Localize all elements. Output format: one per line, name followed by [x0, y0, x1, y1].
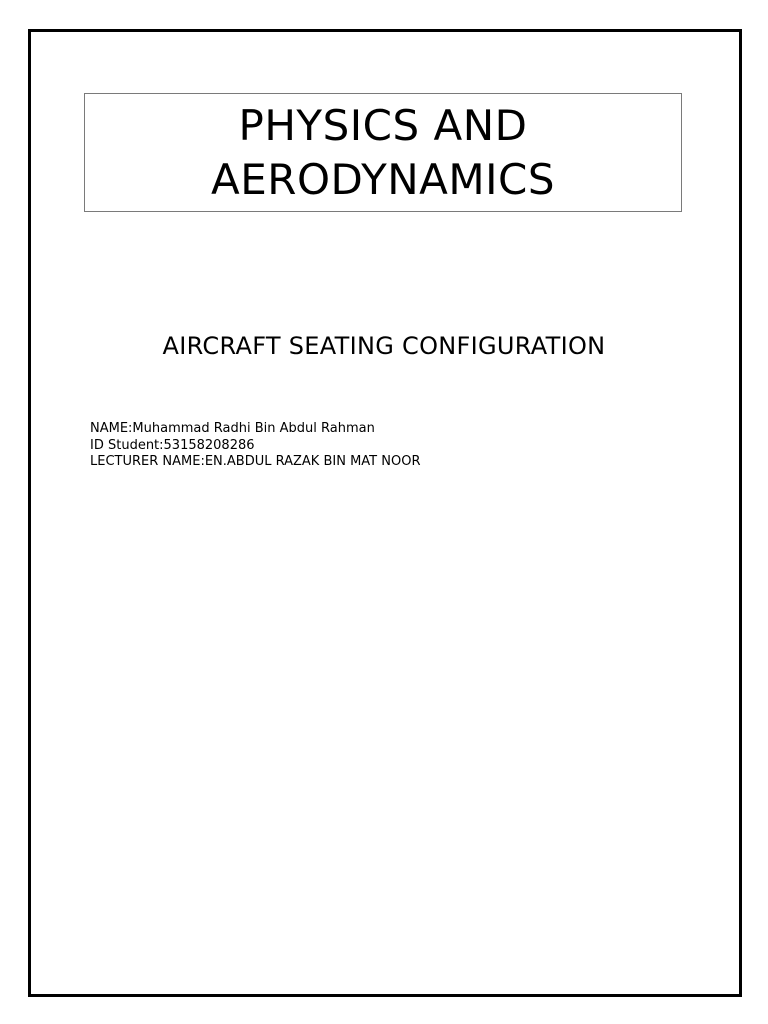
student-id: ID Student:53158208286 — [90, 437, 255, 453]
title-box — [84, 93, 682, 212]
student-name: NAME:Muhammad Radhi Bin Abdul Rahman — [90, 421, 375, 436]
student-details — [90, 421, 420, 471]
title-line-2: AERODYNAMICS — [211, 154, 555, 204]
document-subtitle: AIRCRAFT SEATING CONFIGURATION — [162, 332, 606, 360]
title-line-1: PHYSICS AND — [238, 100, 528, 150]
lecturer-name: LECTURER NAME:EN.ABDUL RAZAK BIN MAT NOOR — [90, 454, 421, 469]
